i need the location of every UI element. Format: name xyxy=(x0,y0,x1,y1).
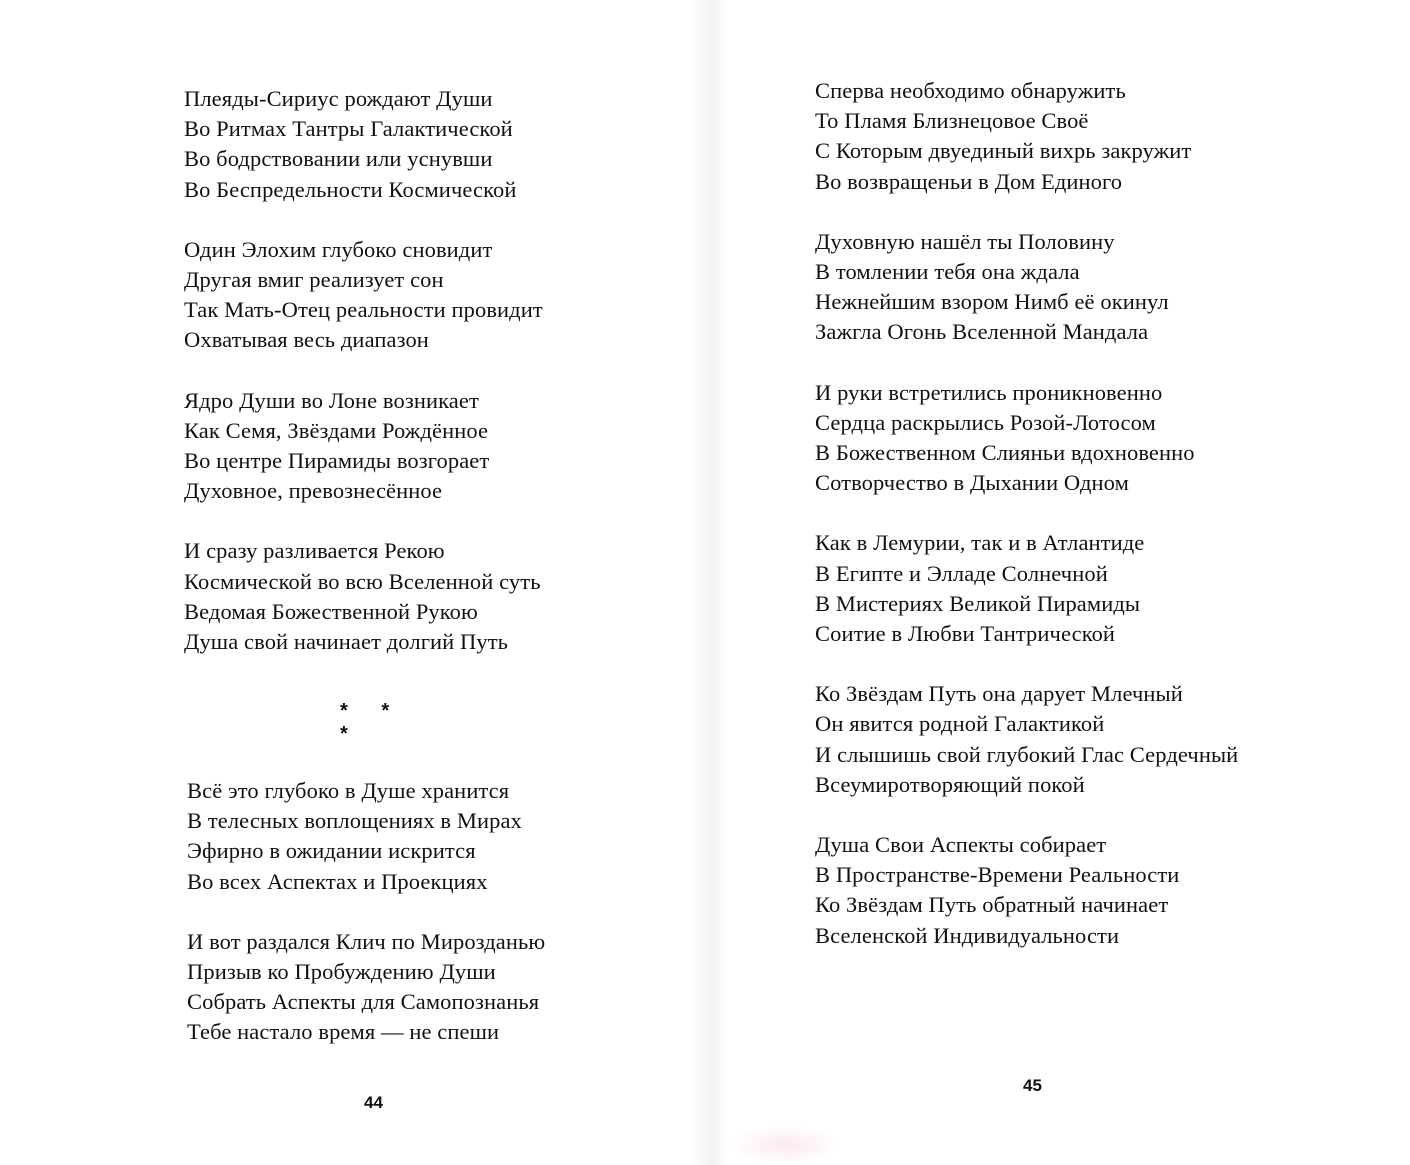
stanza xyxy=(815,679,1238,800)
section-divider-asterism: * * * xyxy=(340,700,404,745)
poem-line: Всё это глубоко в Душе хранится xyxy=(187,778,510,803)
poem-line: Эфирно в ожидании искрится xyxy=(187,838,476,864)
stanza xyxy=(815,76,1238,197)
poem-line: Душа свой начинает долгий Путь xyxy=(184,629,509,655)
poem-line: Ядро Души во Лоне возникает xyxy=(184,387,479,413)
poem-line: В Египте и Элладе Солнечной xyxy=(815,560,1108,586)
poem-line: Соитие в Любви Тантрической xyxy=(815,621,1116,647)
poem-line: Во всех Аспектах и Проекциях xyxy=(187,868,488,894)
poem-line: Так Мать-Отец реальности провидит xyxy=(184,297,543,323)
poem-line: Призыв ко Пробуждению Души xyxy=(187,959,496,985)
stanza xyxy=(184,84,543,205)
poem-line: В телесных воплощениях в Мирах xyxy=(187,808,522,834)
poem-line: С Которым двуединый вихрь закружит xyxy=(815,138,1192,164)
poem-line: Во Ритмах Тантры Галактической xyxy=(184,116,513,142)
poem-line: Плеяды-Сириус рождают Души xyxy=(184,86,493,111)
poem-line: Зажгла Огонь Вселенной Мандала xyxy=(815,319,1149,345)
poem-line: Во центре Пирамиды возгорает xyxy=(184,448,490,474)
poem xyxy=(815,76,1238,951)
poem-line: В томлении тебя она ждала xyxy=(815,259,1080,285)
poem-line: В Мистериях Великой Пирамиды xyxy=(815,590,1141,616)
stanza xyxy=(187,927,545,1048)
poem-line: Всеумиротворяющий покой xyxy=(815,771,1085,797)
poem-line: Ведомая Божественной Рукою xyxy=(184,598,478,624)
stanza xyxy=(184,536,543,657)
poem-line: Духовное, превознесённое xyxy=(184,478,443,504)
stanza xyxy=(184,235,543,356)
poem-line: Ко Звёздам Путь обратный начинает xyxy=(815,892,1169,918)
poem-line: Охватывая весь диапазон xyxy=(184,327,429,353)
stanza xyxy=(184,386,543,507)
poem-line: В Божественном Слияньи вдохновенно xyxy=(815,440,1195,466)
poem-line: Собрать Аспекты для Самопознанья xyxy=(187,989,540,1015)
poem-bottom xyxy=(187,776,545,1048)
page-number: 45 xyxy=(1023,1076,1042,1095)
poem-line: Как Семя, Звёздами Рождённое xyxy=(184,417,489,443)
poem-line: Сердца раскрылись Розой-Лотосом xyxy=(815,409,1156,435)
poem-line: Духовную нашёл ты Половину xyxy=(815,228,1115,254)
poem-line: Сотворчество в Дыхании Одном xyxy=(815,470,1129,496)
poem-line: Другая вмиг реализует сон xyxy=(184,267,444,293)
poem-line: И вот раздался Клич по Мирозданью xyxy=(187,928,546,954)
stanza xyxy=(815,227,1238,348)
poem-line: И слышишь свой глубокий Глас Сердечный xyxy=(815,741,1239,767)
poem-line: Тебе настало время — не спеши xyxy=(187,1019,500,1045)
poem-line: Один Элохим глубоко сновидит xyxy=(184,236,493,262)
poem-line: Ко Звёздам Путь она дарует Млечный xyxy=(815,681,1183,707)
poem-line: Он явится родной Галактикой xyxy=(815,711,1105,737)
stanza xyxy=(815,528,1238,649)
poem-line: Во возвращеньи в Дом Единого xyxy=(815,168,1123,194)
poem-line: Нежнейшим взором Нимб её окинул xyxy=(815,289,1169,315)
poem-top xyxy=(184,84,543,657)
right-page xyxy=(705,0,1410,1165)
poem-line: Космической во всю Вселенной суть xyxy=(184,568,541,594)
poem-line: И руки встретились проникновенно xyxy=(815,379,1163,405)
poem-line: Как в Лемурии, так и в Атлантиде xyxy=(815,530,1145,556)
poem-line: Вселенской Индивидуальности xyxy=(815,922,1120,948)
page-number: 44 xyxy=(364,1093,383,1112)
poem-line: В Пространстве-Времени Реальности xyxy=(815,862,1180,888)
poem-line: То Пламя Близнецовое Своё xyxy=(815,108,1089,134)
stanza xyxy=(815,378,1238,499)
stanza xyxy=(187,776,545,897)
poem-line: Душа Свои Аспекты собирает xyxy=(815,832,1107,858)
poem-line: Во Беспредельности Космической xyxy=(184,176,517,202)
stanza xyxy=(815,830,1238,951)
poem-line: Во бодрствовании или уснувши xyxy=(184,146,493,172)
poem-line: И сразу разливается Рекою xyxy=(184,538,445,564)
left-page xyxy=(0,0,700,1165)
poem-line: Сперва необходимо обнаружить xyxy=(815,78,1126,103)
